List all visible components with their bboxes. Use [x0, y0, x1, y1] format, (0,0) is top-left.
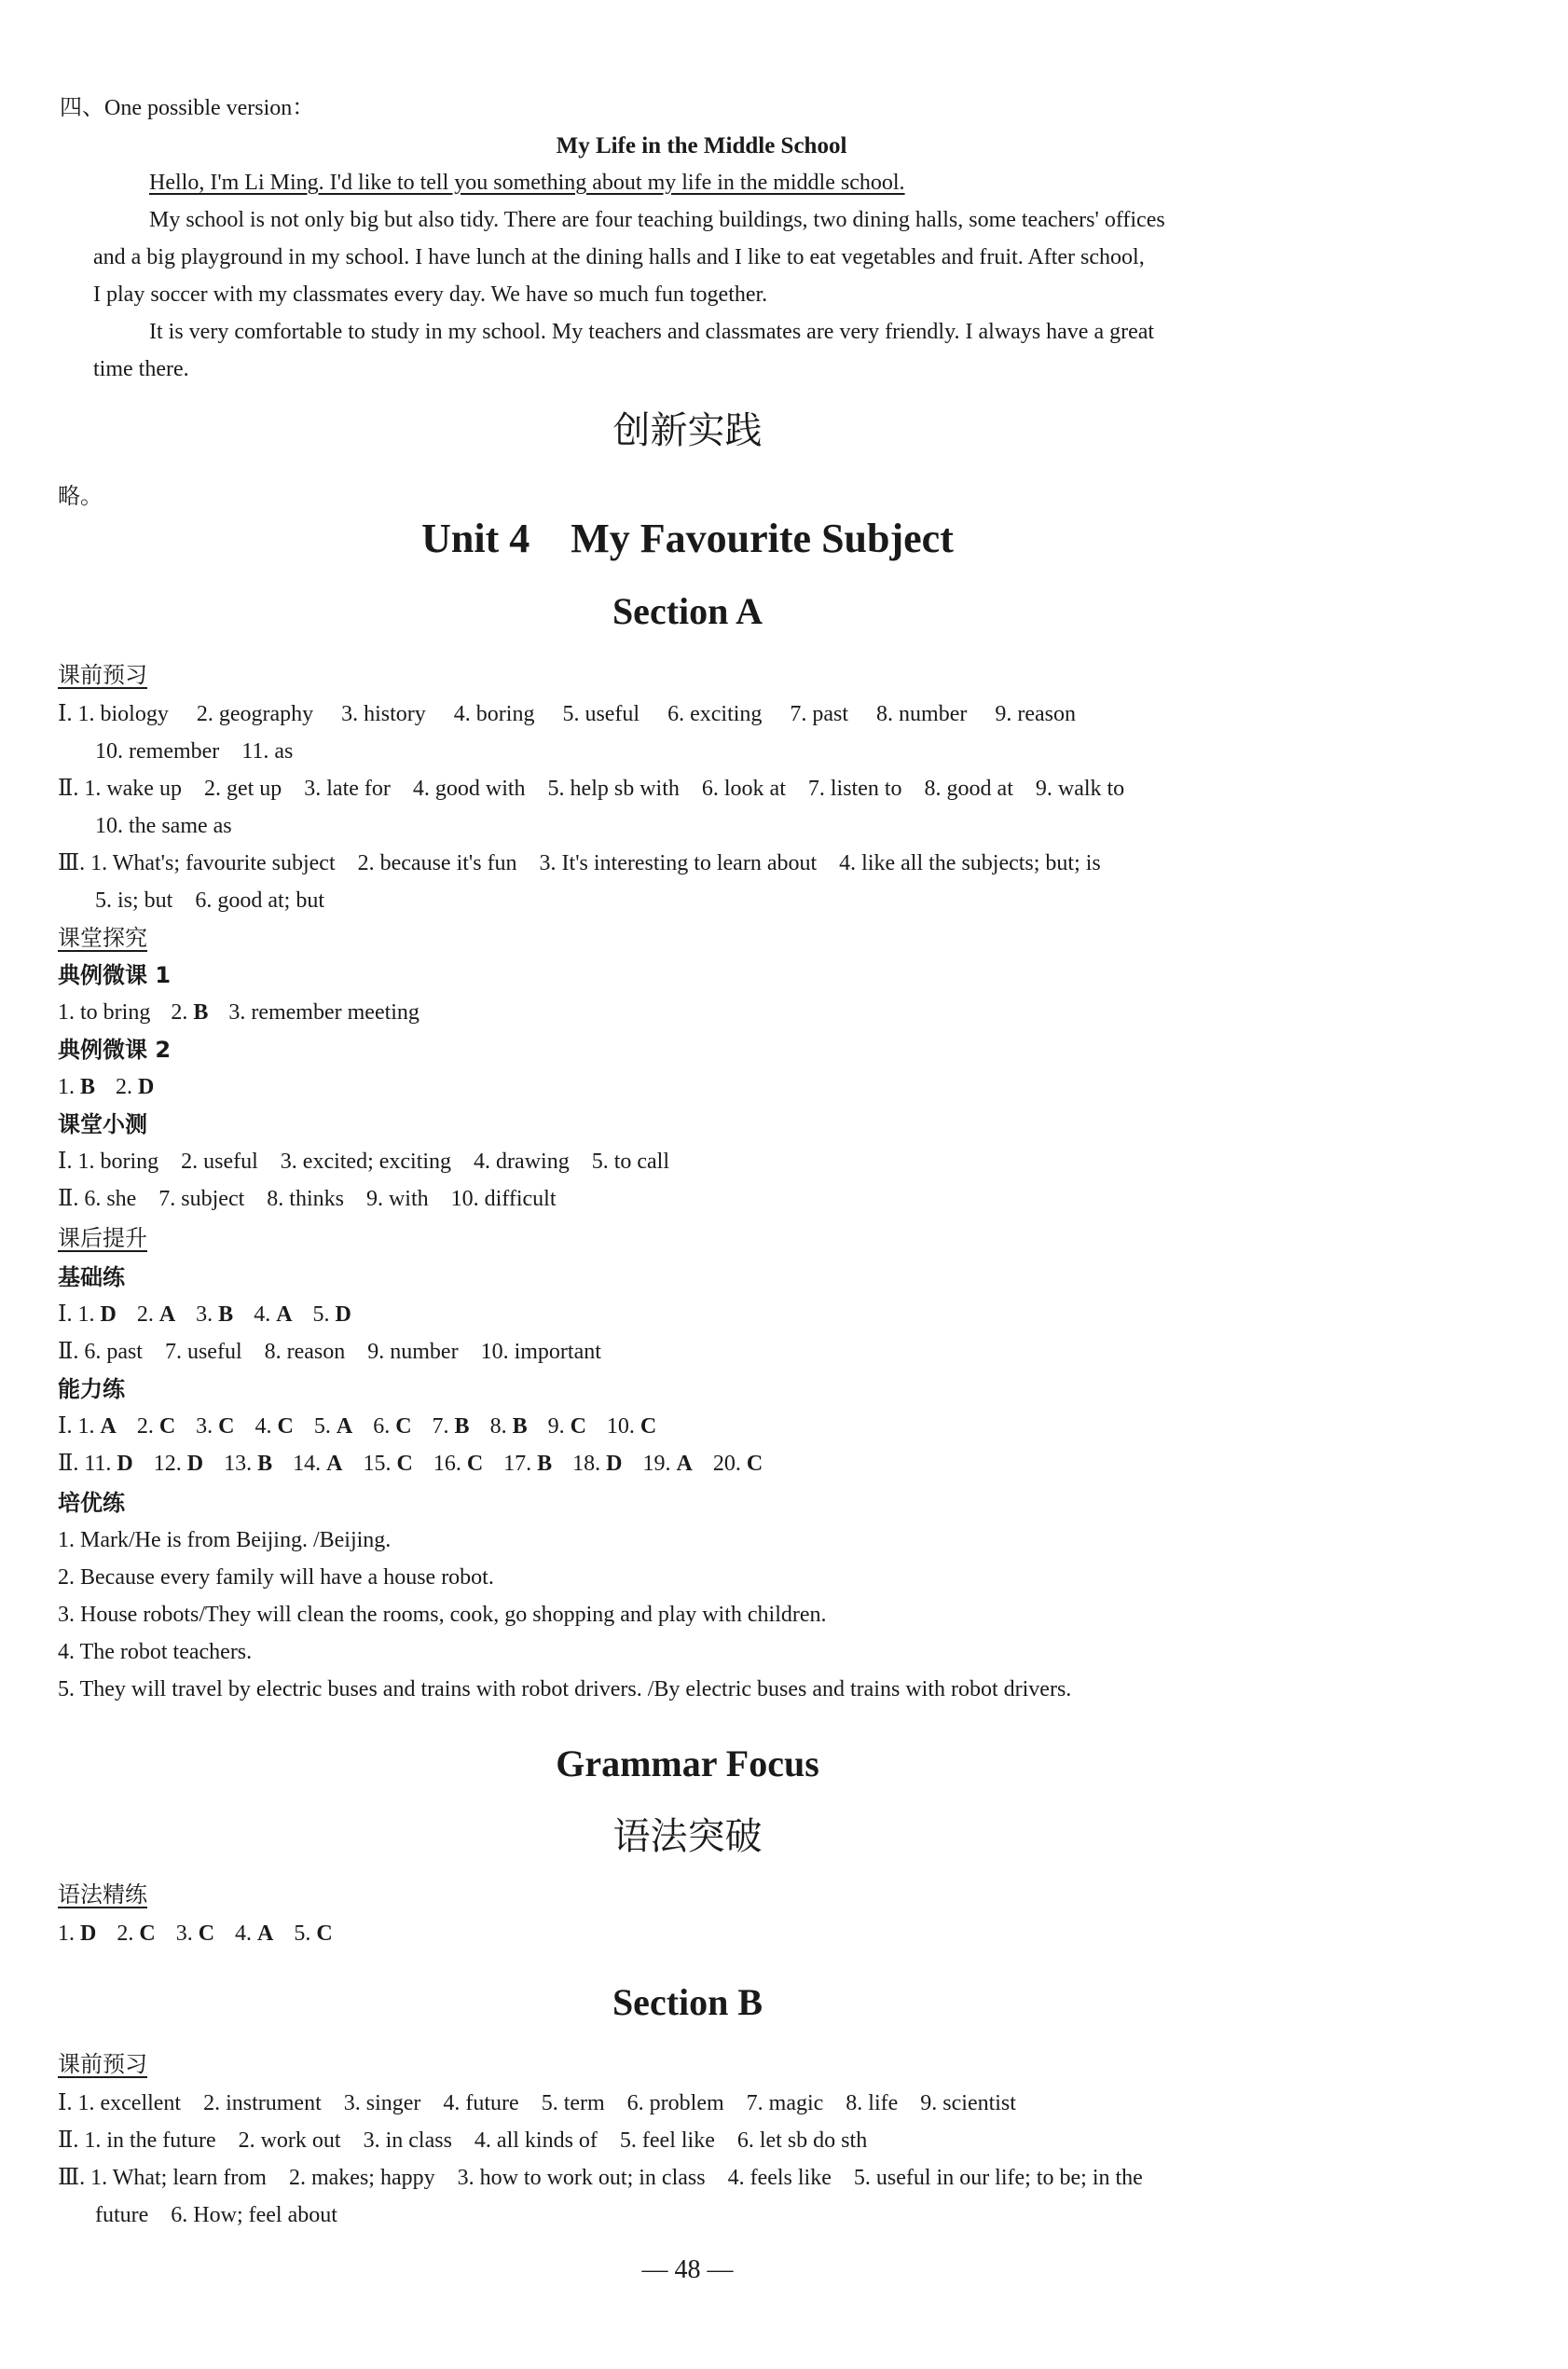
- essay-paragraph-2-line-2: and a big playground in my school. I have lunch at the dining halls and I like to eat vegetables and fruit. After school,: [93, 245, 1145, 269]
- answer-number: Ⅱ. 11.: [58, 1452, 117, 1476]
- answer-number: Ⅰ. 1.: [58, 1414, 101, 1439]
- answer-letter: B: [537, 1452, 553, 1476]
- basic-practice-title: 基础练: [58, 1264, 125, 1290]
- class-quiz-title: 课堂小测: [58, 1111, 147, 1137]
- innovation-content: 略。: [58, 483, 103, 509]
- section-a-preview-i-line-1: Ⅰ. 1. biology 2. geography 3. history 4. boring 5. useful 6. exciting 7. past 8. number 9. reason: [58, 702, 1077, 726]
- answer-number: 17.: [503, 1452, 538, 1476]
- section-b-preview-ii-line-1: Ⅱ. 1. in the future 2. work out 3. in class 4. all kinds of 5. feel like 6. let sb do sth: [58, 2128, 868, 2153]
- section-b-preview-i-line-1: Ⅰ. 1. excellent 2. instrument 3. singer 4. future 5. term 6. problem 7. magic 8. life 9. scientist: [58, 2091, 1016, 2115]
- answer-number: 4.: [235, 1921, 258, 1946]
- answer-number: 4.: [254, 1414, 278, 1439]
- essay-paragraph-2-line-1: My school is not only big but also tidy. There are four teaching buildings, two dining halls, some teachers' offices: [149, 208, 1165, 232]
- section-a-preview-iii-line-1: Ⅲ. 1. What's; favourite subject 2. because it's fun 3. It's interesting to learn about 4. like all the subjects; but; is: [58, 851, 1101, 875]
- answer-number: 16.: [433, 1452, 467, 1476]
- grammar-practice-answers: [58, 1921, 333, 1948]
- page-number: — 48 —: [641, 2255, 734, 2284]
- example-lesson-2-title: 典例微课 2: [58, 1037, 172, 1063]
- example-lesson-2-answers: 1. B 2. D: [58, 1075, 155, 1099]
- answer-number: Ⅰ. 1.: [58, 1302, 101, 1327]
- answer-number: 14.: [293, 1452, 327, 1476]
- section-b-title: Section B: [612, 1981, 763, 2023]
- answer-letter: D: [335, 1302, 351, 1327]
- example-lesson-1-title: 典例微课 1: [58, 962, 172, 988]
- answer-letter: B: [454, 1414, 470, 1439]
- answer-letter: C: [277, 1414, 294, 1439]
- answer-letter: C: [746, 1452, 763, 1476]
- answer-letter: D: [80, 1921, 97, 1946]
- answer-number: 5.: [313, 1414, 337, 1439]
- answer-number: 9.: [547, 1414, 571, 1439]
- grammar-focus-title: Grammar Focus: [556, 1742, 819, 1784]
- answer-letter: C: [158, 1414, 176, 1439]
- answer-letter: D: [606, 1452, 623, 1476]
- answer-letter: B: [512, 1414, 528, 1439]
- answer-number: 5.: [312, 1302, 336, 1327]
- answer-number: 3.: [196, 1302, 219, 1327]
- section-a-preview-i-line-2: 10. remember 11. as: [95, 739, 294, 764]
- answer-letter: D: [100, 1302, 117, 1327]
- answer-number: 10.: [606, 1414, 640, 1439]
- advanced-answer-2: 2. Because every family will have a house robot.: [58, 1565, 494, 1590]
- advanced-practice-title: 培优练: [58, 1490, 125, 1516]
- answer-letter: C: [316, 1921, 333, 1946]
- section-a-preview-iii-line-2: 5. is; but 6. good at; but: [95, 888, 324, 913]
- answer-letter: A: [276, 1302, 293, 1327]
- answer-letter: A: [100, 1414, 117, 1439]
- answer-letter: C: [640, 1414, 657, 1439]
- grammar-cn-title: 语法突破: [612, 1815, 763, 1858]
- answer-letter: A: [676, 1452, 693, 1476]
- section-b-preview-header: 课前预习: [58, 2051, 147, 2077]
- answer-number: 4.: [254, 1302, 277, 1327]
- section-a-preview-ii-line-2: 10. the same as: [95, 814, 232, 838]
- answer-letter: A: [336, 1414, 353, 1439]
- answer-letter: C: [395, 1414, 412, 1439]
- section-a-preview-ii-line-1: Ⅱ. 1. wake up 2. get up 3. late for 4. good with 5. help sb with 6. look at 7. listen to 8. good at 9. walk to: [58, 777, 1125, 801]
- answer-letter: C: [218, 1414, 235, 1439]
- advanced-answer-5: 5. They will travel by electric buses and trains with robot drivers. /By electric buses and trains with robot drivers.: [58, 1677, 1072, 1701]
- writing-label: 四、One possible version：: [60, 96, 315, 120]
- answer-number: 20.: [712, 1452, 747, 1476]
- ability-practice-title: 能力练: [58, 1376, 125, 1402]
- section-a-after-header: 课后提升: [58, 1225, 147, 1251]
- answer-letter: A: [326, 1452, 343, 1476]
- class-quiz-line-1: Ⅰ. 1. boring 2. useful 3. excited; exciting 4. drawing 5. to call: [58, 1150, 670, 1174]
- answer-number: 5.: [294, 1921, 317, 1946]
- answer-number: 3.: [175, 1921, 199, 1946]
- advanced-answer-1: 1. Mark/He is from Beijing. /Beijing.: [58, 1528, 392, 1552]
- answer-number: 19.: [642, 1452, 677, 1476]
- answer-letter: C: [396, 1452, 413, 1476]
- answer-letter: A: [158, 1302, 176, 1327]
- class-quiz-line-2: Ⅱ. 6. she 7. subject 8. thinks 9. with 10. difficult: [58, 1187, 557, 1211]
- essay-paragraph-2-line-3: I play soccer with my classmates every day. We have so much fun together.: [93, 282, 768, 307]
- answer-number: 2.: [117, 1921, 140, 1946]
- essay-paragraph-3-line-2: time there.: [93, 357, 189, 381]
- answer-number: 2.: [136, 1414, 159, 1439]
- section-b-preview-iii-line-1: Ⅲ. 1. What; learn from 2. makes; happy 3. how to work out; in class 4. feels like 5. useful in our life; to be; in the: [58, 2166, 1143, 2190]
- answer-letter: C: [466, 1452, 484, 1476]
- answer-letter: B: [257, 1452, 273, 1476]
- answer-number: 6.: [373, 1414, 396, 1439]
- essay-paragraph-3-line-1: It is very comfortable to study in my school. My teachers and classmates are very friendly. I always have a great: [149, 320, 1155, 344]
- answer-number: 13.: [224, 1452, 258, 1476]
- answer-letter: B: [218, 1302, 234, 1327]
- ability-practice-line-1: [58, 1413, 656, 1440]
- answer-letter: A: [257, 1921, 274, 1946]
- answer-number: 8.: [489, 1414, 513, 1439]
- ability-practice-line-2: [58, 1451, 763, 1478]
- innovation-title: 创新实践: [612, 409, 763, 452]
- section-a-preview-header: 课前预习: [58, 662, 147, 688]
- answer-letter: C: [139, 1921, 156, 1946]
- answer-number: 3.: [196, 1414, 219, 1439]
- answer-letter: D: [117, 1452, 133, 1476]
- essay-title: My Life in the Middle School: [556, 133, 847, 158]
- advanced-answer-3: 3. House robots/They will clean the rooms, cook, go shopping and play with children.: [58, 1603, 827, 1627]
- answer-letter: C: [570, 1414, 586, 1439]
- basic-practice-line-2: Ⅱ. 6. past 7. useful 8. reason 9. number 10. important: [58, 1340, 601, 1364]
- answer-number: 1.: [58, 1921, 80, 1946]
- basic-practice-line-1: [58, 1302, 351, 1329]
- answer-letter: C: [198, 1921, 215, 1946]
- answer-number: 18.: [572, 1452, 607, 1476]
- essay-paragraph-1: Hello, I'm Li Ming. I'd like to tell you something about my life in the middle school.: [149, 171, 905, 195]
- answer-letter: D: [186, 1452, 204, 1476]
- answer-number: 7.: [432, 1414, 455, 1439]
- example-lesson-1-answers: 1. to bring 2. B 3. remember meeting: [58, 1000, 420, 1025]
- answer-number: 12.: [153, 1452, 187, 1476]
- grammar-practice-header: 语法精练: [58, 1881, 147, 1908]
- section-a-explore-header: 课堂探究: [58, 925, 147, 951]
- section-b-preview-iii-line-2: future 6. How; feel about: [95, 2203, 337, 2227]
- advanced-answer-4: 4. The robot teachers.: [58, 1640, 253, 1664]
- answer-number: 2.: [136, 1302, 159, 1327]
- unit-title: Unit 4 My Favourite Subject: [421, 516, 954, 561]
- answer-number: 15.: [363, 1452, 397, 1476]
- section-a-title: Section A: [612, 590, 763, 632]
